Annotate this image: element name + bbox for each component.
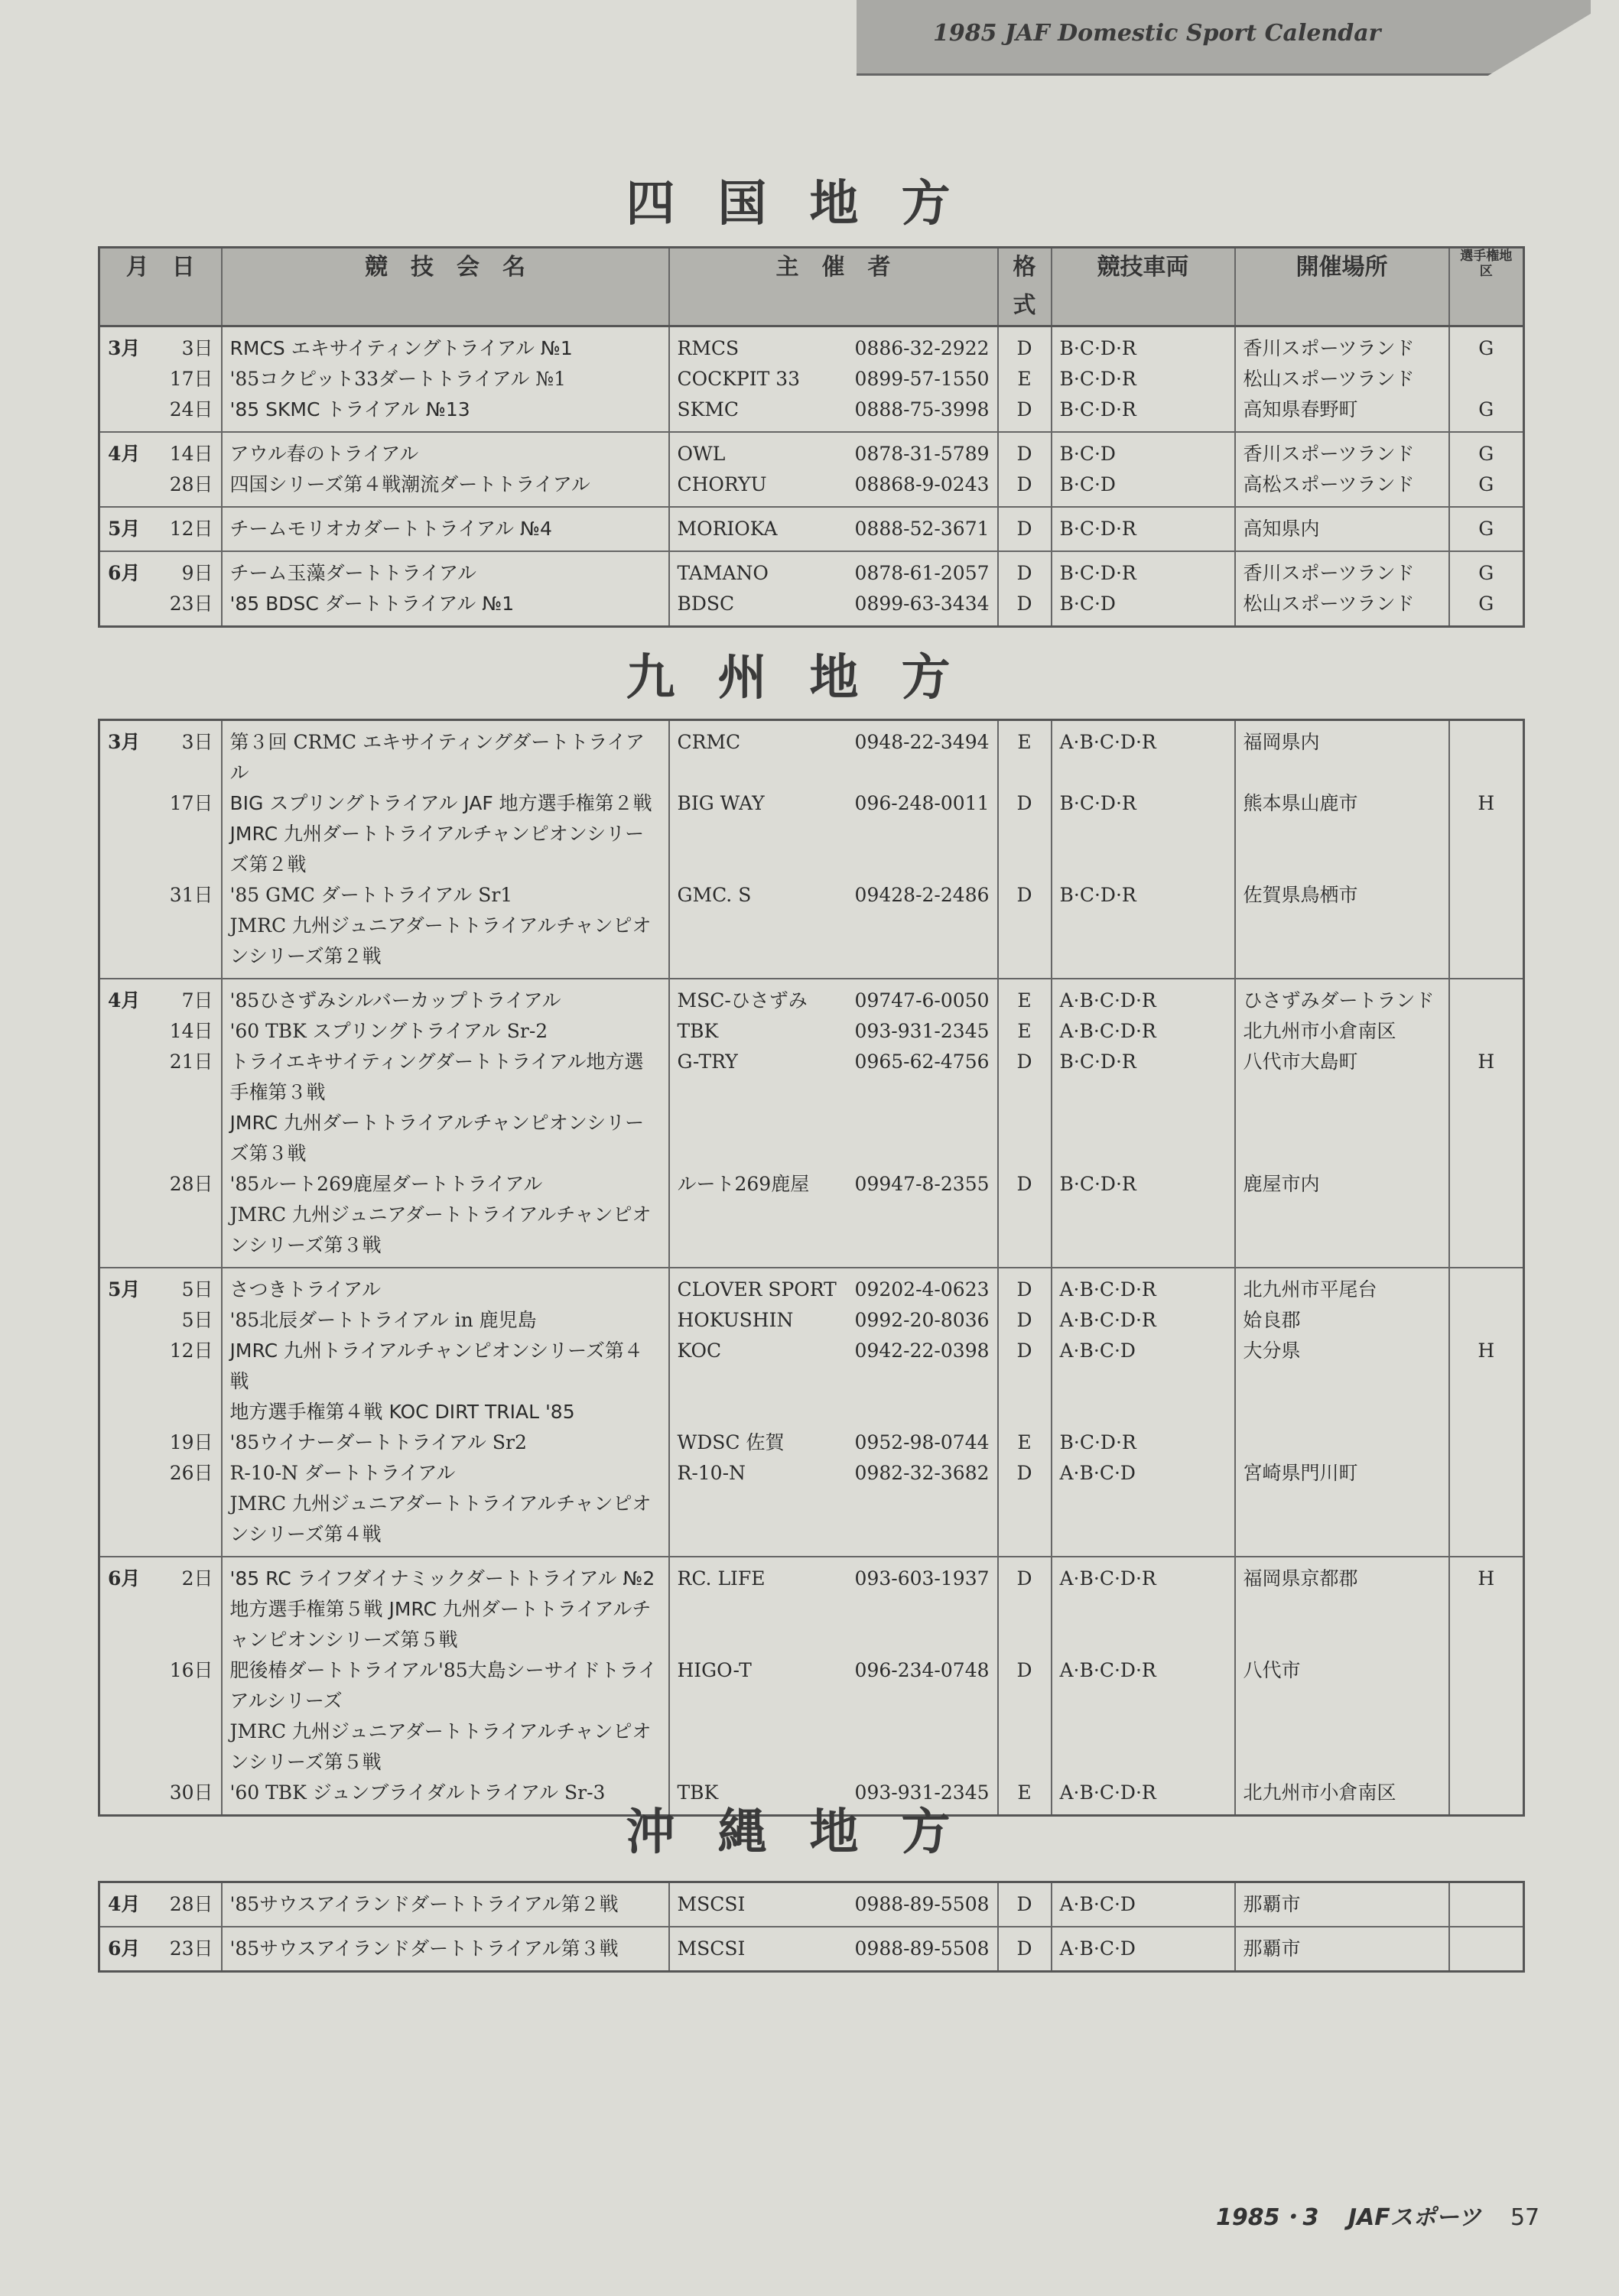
format: D: [998, 1882, 1052, 1927]
vehicles: A·B·C·D: [1052, 1927, 1235, 1972]
vehicles: A·B·C·D: [1052, 1336, 1235, 1427]
region: H: [1449, 1557, 1524, 1655]
event-name: トライエキサイティングダートトライアル地方選手権第３戦 JMRC 九州ダートトライアルチャンピオンシリーズ第３戦: [222, 1047, 669, 1169]
venue: 宮崎県門川町: [1235, 1458, 1449, 1557]
organizer: WDSC 佐賀 0952-98-0744: [669, 1427, 998, 1458]
section-title-shikoku: 四国地方: [626, 176, 993, 232]
section-title-okinawa: 沖縄地方: [626, 1804, 993, 1861]
region: [1449, 1427, 1524, 1458]
date-cell: 6月 23日: [99, 1927, 222, 1972]
event-name: RMCS エキサイティングトライアル №1: [222, 326, 669, 365]
date-cell: 5日: [99, 1305, 222, 1336]
venue: 香川スポーツランド: [1235, 551, 1449, 589]
event-name: アウル春のトライアル: [222, 432, 669, 469]
vehicles: B·C·D: [1052, 469, 1235, 507]
table-row: [99, 1016, 1524, 1047]
event-name: '85ひさずみシルバーカップトライアル: [222, 979, 669, 1016]
vehicles: B·C·D·R: [1052, 364, 1235, 395]
event-name: チーム玉藻ダートトライアル: [222, 551, 669, 589]
date-cell: 12日: [99, 1336, 222, 1427]
table-row: [99, 1882, 1524, 1927]
vehicles: A·B·C·D·R: [1052, 979, 1235, 1016]
organizer: SKMC 0888-75-3998: [669, 395, 998, 432]
col-format: 格式: [998, 248, 1052, 326]
vehicles: B·C·D·R: [1052, 551, 1235, 589]
section-title-kyushu: 九州地方: [626, 650, 993, 706]
date-cell: 23日: [99, 589, 222, 627]
region: H: [1449, 1336, 1524, 1427]
region: G: [1449, 551, 1524, 589]
event-name: チームモリオカダートトライアル №4: [222, 507, 669, 551]
kyushu-table: [98, 719, 1525, 1817]
table-row: [99, 979, 1524, 1016]
region: [1449, 1169, 1524, 1268]
table-row: [99, 720, 1524, 789]
vehicles: B·C·D·R: [1052, 1169, 1235, 1268]
date-cell: 21日: [99, 1047, 222, 1169]
region: [1449, 364, 1524, 395]
organizer: BDSC 0899-63-3434: [669, 589, 998, 627]
venue: 香川スポーツランド: [1235, 432, 1449, 469]
table-row: [99, 1336, 1524, 1427]
organizer: MSC-ひさずみ 09747-6-0050: [669, 979, 998, 1016]
table-row: [99, 880, 1524, 979]
table-row: [99, 432, 1524, 469]
region: G: [1449, 326, 1524, 365]
vehicles: B·C·D·R: [1052, 507, 1235, 551]
vehicles: B·C·D·R: [1052, 395, 1235, 432]
table-row: [99, 1305, 1524, 1336]
organizer: G-TRY 0965-62-4756: [669, 1047, 998, 1169]
table-row: [99, 326, 1524, 365]
region: G: [1449, 469, 1524, 507]
format: E: [998, 1778, 1052, 1816]
venue: 香川スポーツランド: [1235, 326, 1449, 365]
table-row: [99, 1655, 1524, 1778]
venue: 高知県春野町: [1235, 395, 1449, 432]
vehicles: A·B·C·D·R: [1052, 1016, 1235, 1047]
format: E: [998, 979, 1052, 1016]
region: G: [1449, 589, 1524, 627]
region: [1449, 1016, 1524, 1047]
format: D: [998, 880, 1052, 979]
organizer: TBK 093-931-2345: [669, 1016, 998, 1047]
format: D: [998, 1169, 1052, 1268]
date-cell: 28日: [99, 1169, 222, 1268]
event-name: '60 TBK スプリングトライアル Sr-2: [222, 1016, 669, 1047]
col-venue: 開催場所: [1235, 248, 1449, 326]
vehicles: B·C·D·R: [1052, 788, 1235, 880]
format: D: [998, 395, 1052, 432]
table-row: [99, 507, 1524, 551]
table-row: [99, 1427, 1524, 1458]
event-name: 第３回 CRMC エキサイティングダートトライアル: [222, 720, 669, 789]
table-header: [99, 248, 1524, 326]
format: D: [998, 1047, 1052, 1169]
venue: 大分県: [1235, 1336, 1449, 1427]
format: D: [998, 507, 1052, 551]
region: [1449, 979, 1524, 1016]
event-name: 肥後椿ダートトライアル'85大島シーサイドトライアルシリーズ JMRC 九州ジュニアダートトライアルチャンピオンシリーズ第５戦: [222, 1655, 669, 1778]
table-row: [99, 469, 1524, 507]
date-cell: 30日: [99, 1778, 222, 1816]
vehicles: A·B·C·D·R: [1052, 1557, 1235, 1655]
region: [1449, 1458, 1524, 1557]
table-row: [99, 551, 1524, 589]
event-name: '85北辰ダートトライアル in 鹿児島: [222, 1305, 669, 1336]
venue: 福岡県内: [1235, 720, 1449, 789]
region: [1449, 1268, 1524, 1305]
format: E: [998, 364, 1052, 395]
date-cell: 4月 7日: [99, 979, 222, 1016]
format: D: [998, 1655, 1052, 1778]
event-name: '85 GMC ダートトライアル Sr1 JMRC 九州ジュニアダートトライアルチャンピオンシリーズ第２戦: [222, 880, 669, 979]
vehicles: A·B·C·D·R: [1052, 1305, 1235, 1336]
venue: 那覇市: [1235, 1882, 1449, 1927]
event-name: '85ウイナーダートトライアル Sr2: [222, 1427, 669, 1458]
organizer: BIG WAY 096-248-0011: [669, 788, 998, 880]
region: [1449, 1927, 1524, 1972]
organizer: RC. LIFE 093-603-1937: [669, 1557, 998, 1655]
date-cell: 6月 9日: [99, 551, 222, 589]
shikoku-table: [98, 246, 1525, 628]
col-region: 選手権地 区: [1449, 248, 1524, 326]
organizer: CRMC 0948-22-3494: [669, 720, 998, 789]
vehicles: A·B·C·D: [1052, 1458, 1235, 1557]
region: G: [1449, 395, 1524, 432]
format: D: [998, 1305, 1052, 1336]
header-title: 1985 JAF Domestic Sport Calendar: [933, 20, 1381, 47]
organizer: TAMANO 0878-61-2057: [669, 551, 998, 589]
vehicles: A·B·C·D·R: [1052, 1655, 1235, 1778]
organizer: ルート269鹿屋 09947-8-2355: [669, 1169, 998, 1268]
vehicles: B·C·D·R: [1052, 1427, 1235, 1458]
format: E: [998, 1427, 1052, 1458]
issue-date: 1985・3: [1216, 2204, 1319, 2231]
vehicles: B·C·D·R: [1052, 326, 1235, 365]
format: D: [998, 788, 1052, 880]
region: H: [1449, 1047, 1524, 1169]
col-date: 月 日: [99, 248, 222, 326]
table-row: [99, 1557, 1524, 1655]
table-row: [99, 1169, 1524, 1268]
date-cell: 4月 14日: [99, 432, 222, 469]
format: D: [998, 432, 1052, 469]
organizer: GMC. S 09428-2-2486: [669, 880, 998, 979]
venue: 姶良郡: [1235, 1305, 1449, 1336]
page-number: 57: [1510, 2204, 1540, 2231]
region: [1449, 720, 1524, 789]
venue: 北九州市平尾台: [1235, 1268, 1449, 1305]
venue: 福岡県京都郡: [1235, 1557, 1449, 1655]
format: E: [998, 720, 1052, 789]
venue: [1235, 1427, 1449, 1458]
organizer: HOKUSHIN 0992-20-8036: [669, 1305, 998, 1336]
col-name: 競 技 会 名: [222, 248, 669, 326]
venue: 松山スポーツランド: [1235, 364, 1449, 395]
date-cell: 4月 28日: [99, 1882, 222, 1927]
region: G: [1449, 432, 1524, 469]
venue: 佐賀県鳥栖市: [1235, 880, 1449, 979]
organizer: CLOVER SPORT 09202-4-0623: [669, 1268, 998, 1305]
table-row: [99, 589, 1524, 627]
region: [1449, 1655, 1524, 1778]
date-cell: 3月 3日: [99, 326, 222, 365]
format: D: [998, 1927, 1052, 1972]
date-cell: 26日: [99, 1458, 222, 1557]
table-row: [99, 395, 1524, 432]
table-row: [99, 1458, 1524, 1557]
date-cell: 6月 2日: [99, 1557, 222, 1655]
venue: 鹿屋市内: [1235, 1169, 1449, 1268]
venue: 八代市大島町: [1235, 1047, 1449, 1169]
organizer: R-10-N 0982-32-3682: [669, 1458, 998, 1557]
date-cell: 5月 12日: [99, 507, 222, 551]
page-footer: [1216, 2198, 1561, 2232]
format: D: [998, 326, 1052, 365]
vehicles: A·B·C·D·R: [1052, 1778, 1235, 1816]
organizer: OWL 0878-31-5789: [669, 432, 998, 469]
event-name: '85 RC ライフダイナミックダートトライアル №2 地方選手権第５戦 JMRC 九州ダートトライアルチャンピオンシリーズ第５戦: [222, 1557, 669, 1655]
vehicles: A·B·C·D: [1052, 1882, 1235, 1927]
event-name: '85サウスアイランドダートトライアル第３戦: [222, 1927, 669, 1972]
organizer: MORIOKA 0888-52-3671: [669, 507, 998, 551]
event-name: '85サウスアイランドダートトライアル第２戦: [222, 1882, 669, 1927]
venue: 北九州市小倉南区: [1235, 1778, 1449, 1816]
date-cell: 14日: [99, 1016, 222, 1047]
format: D: [998, 1557, 1052, 1655]
venue: 那覇市: [1235, 1927, 1449, 1972]
event-name: '85 SKMC トライアル №13: [222, 395, 669, 432]
region: H: [1449, 788, 1524, 880]
event-name: 四国シリーズ第４戦潮流ダートトライアル: [222, 469, 669, 507]
organizer: RMCS 0886-32-2922: [669, 326, 998, 365]
event-name: JMRC 九州トライアルチャンピオンシリーズ第４戦 地方選手権第４戦 KOC DIRT TRIAL '85: [222, 1336, 669, 1427]
event-name: '85 BDSC ダートトライアル №1: [222, 589, 669, 627]
organizer: COCKPIT 33 0899-57-1550: [669, 364, 998, 395]
date-cell: 24日: [99, 395, 222, 432]
venue: 高松スポーツランド: [1235, 469, 1449, 507]
event-name: '85コクピット33ダートトライアル №1: [222, 364, 669, 395]
event-name: '85ルート269鹿屋ダートトライアル JMRC 九州ジュニアダートトライアルチャンピオンシリーズ第３戦: [222, 1169, 669, 1268]
region: G: [1449, 507, 1524, 551]
vehicles: B·C·D: [1052, 432, 1235, 469]
event-name: さつきトライアル: [222, 1268, 669, 1305]
col-vehicles: 競技車両: [1052, 248, 1235, 326]
organizer: TBK 093-931-2345: [669, 1778, 998, 1816]
table-row: [99, 788, 1524, 880]
vehicles: B·C·D·R: [1052, 880, 1235, 979]
table-row: [99, 1047, 1524, 1169]
magazine-name: JAFスポーツ: [1348, 2204, 1481, 2231]
col-org: 主 催 者: [669, 248, 998, 326]
event-name: BIG スプリングトライアル JAF 地方選手権第２戦 JMRC 九州ダートトライアルチャンピオンシリーズ第２戦: [222, 788, 669, 880]
vehicles: A·B·C·D·R: [1052, 1268, 1235, 1305]
format: E: [998, 1016, 1052, 1047]
format: D: [998, 551, 1052, 589]
date-cell: 5月 5日: [99, 1268, 222, 1305]
date-cell: 16日: [99, 1655, 222, 1778]
region: [1449, 880, 1524, 979]
organizer: HIGO-T 096-234-0748: [669, 1655, 998, 1778]
date-cell: 17日: [99, 788, 222, 880]
event-name: R-10-N ダートトライアル JMRC 九州ジュニアダートトライアルチャンピオンシリーズ第４戦: [222, 1458, 669, 1557]
table-row: [99, 364, 1524, 395]
region: [1449, 1305, 1524, 1336]
vehicles: A·B·C·D·R: [1052, 720, 1235, 789]
date-cell: 17日: [99, 364, 222, 395]
format: D: [998, 1268, 1052, 1305]
venue: 松山スポーツランド: [1235, 589, 1449, 627]
region: [1449, 1882, 1524, 1927]
table-row: [99, 1268, 1524, 1305]
format: D: [998, 589, 1052, 627]
format: D: [998, 469, 1052, 507]
format: D: [998, 1336, 1052, 1427]
date-cell: 19日: [99, 1427, 222, 1458]
venue: 八代市: [1235, 1655, 1449, 1778]
organizer: KOC 0942-22-0398: [669, 1336, 998, 1427]
venue: 熊本県山鹿市: [1235, 788, 1449, 880]
date-cell: 31日: [99, 880, 222, 979]
vehicles: B·C·D: [1052, 589, 1235, 627]
event-name: '60 TBK ジュンブライダルトライアル Sr-3: [222, 1778, 669, 1816]
format: D: [998, 1458, 1052, 1557]
venue: 北九州市小倉南区: [1235, 1016, 1449, 1047]
date-cell: 3月 3日: [99, 720, 222, 789]
table-row: [99, 1927, 1524, 1972]
vehicles: B·C·D·R: [1052, 1047, 1235, 1169]
venue: ひさずみダートランド: [1235, 979, 1449, 1016]
date-cell: 28日: [99, 469, 222, 507]
venue: 高知県内: [1235, 507, 1449, 551]
organizer: MSCSI 0988-89-5508: [669, 1882, 998, 1927]
okinawa-table: [98, 1881, 1525, 1973]
organizer: MSCSI 0988-89-5508: [669, 1927, 998, 1972]
organizer: CHORYU 08868-9-0243: [669, 469, 998, 507]
